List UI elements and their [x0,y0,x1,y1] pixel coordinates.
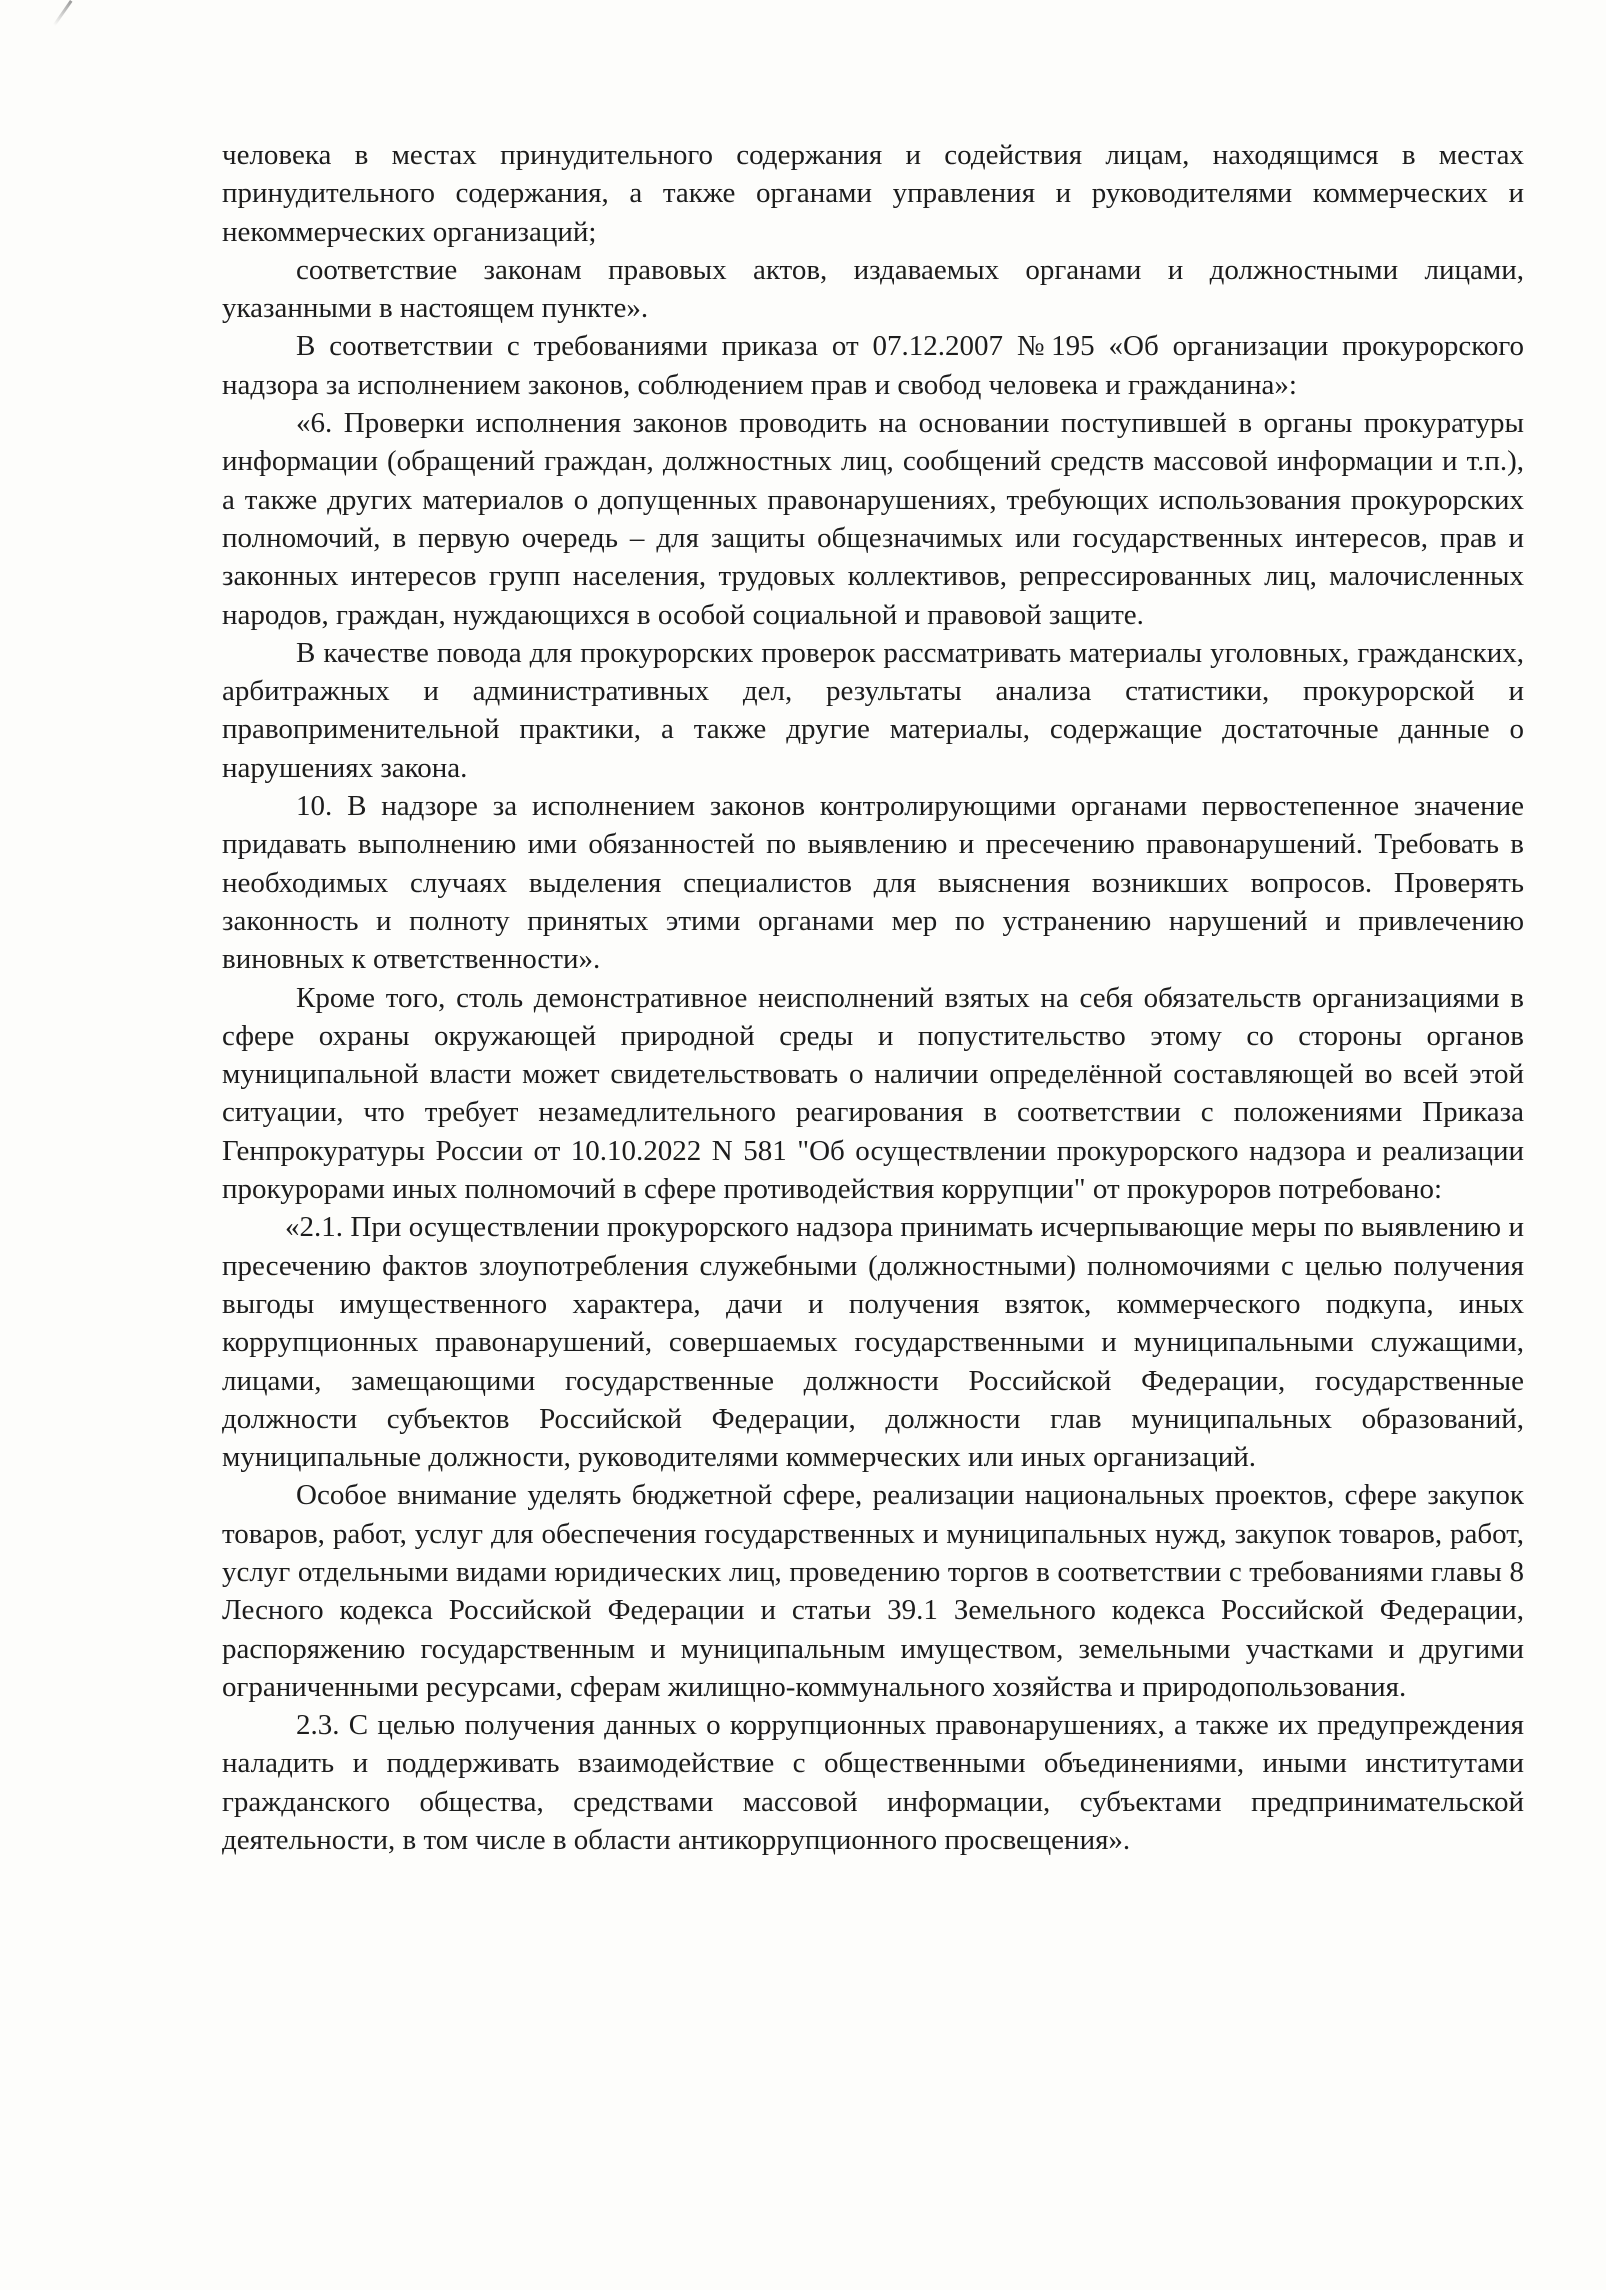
paragraph-order-195-reference: В соответствии с требованиями приказа от 07.12.2007 №195 «Об организации прокурорского надзора за исполнением законов, соблюдением прав и свобод человека и гражданина»: [222,330,1524,401]
paragraph-item-2-1-anticorruption: «2.1. При осуществлении прокурорского надзора принимать исчерпывающие меры по выявлению и пресечению фактов злоупотребления служебными (должностными) полномочиями с целью получения выгоды имущественного характера, дачи и получения взяток, коммерческого подкупа, иных коррупционных правонарушений, совершаемых государственными и муниципальными служащими, лицами, замещающими государственные должности Российской Федерации, государственные должности субъектов Российской Федерации, должности глав муниципальных образований, муниципальные должности, руководителями коммерческих или иных организаций. [222,1211,1524,1474]
paragraph-item-6-inspections: «6. Проверки исполнения законов проводить на основании поступившей в органы прокуратуры информации (обращений граждан, должностных лиц, сообщений средств массовой информации и т.п.), а также других материалов о допущенных правонарушениях, требующих использования прокурорских полномочий, в первую очередь – для защиты общезначимых или государственных интересов, прав и законных интересов групп населения, трудовых коллективов, репрессированных лиц, малочисленных народов, граждан, нуждающихся в особой социальной и правовой защите. [222,407,1524,631]
paragraph-grounds-for-inspections: В качестве повода для прокурорских проверок рассматривать материалы уголовных, гражданских, арбитражных и административных дел, результаты анализа статистики, прокурорской и правоприменительной практики, а также другие материалы, содержащие достаточные данные о нарушениях закона. [222,636,1524,784]
paragraph-item-2-3-interaction: 2.3. С целью получения данных о коррупционных правонарушениях, а также их предупреждения наладить и поддерживать взаимодействие с общественными объединениями, иными институтами гражданского общества, средствами массовой информации, субъектами предпринимательской деятельности, в том числе в области антикоррупционного просвещения». [222,1709,1524,1857]
document-body [222,136,1524,1859]
paragraph-special-attention-budget: Особое внимание уделять бюджетной сфере, реализации национальных проектов, сфере закупок товаров, работ, услуг для обеспечения государственных и муниципальных нужд, закупок товаров, работ, услуг отдельными видами юридических лиц, проведению торгов в соответствии с требованиями главы 8 Лесного кодекса Российской Федерации и статьи 39.1 Земельного кодекса Российской Федерации, распоряжению государственным и муниципальным имуществом, земельными участками и другими ограниченными ресурсами, сферам жилищно-коммунального хозяйства и природопользования. [222,1479,1524,1703]
paragraph-legal-acts-compliance: соответствие законам правовых актов, издаваемых органами и должностными лицами, указанными в настоящем пункте». [222,253,1524,325]
paragraph-order-581-reference: Кроме того, столь демонстративное неисполнений взятых на себя обязательств организациями в сфере охраны окружающей природной среды и попустительство этому со стороны органов муниципальной власти может свидетельствовать о наличии определённой составляющей во всей этой ситуации, что требует незамедлительного реагирования в соответствии с положениями Приказа Генпрокуратуры России от 10.10.2022 N 581 "Об осуществлении прокурорского надзора и реализации прокурорами иных полномочий в сфере противодействия коррупции" от прокуроров потребовано: [222,981,1524,1206]
paragraph-item-10-supervision: 10. В надзоре за исполнением законов контролирующими органами первостепенное значение придавать выполнению ими обязанностей по выявлению и пресечению правонарушений. Требовать в необходимых случаях выделения специалистов для выяснения возникших вопросов. Проверять законность и полноту принятых этими органами мер по устранению нарушений и привлечению виновных к ответственности». [222,790,1524,976]
paragraph-continuation-places-of-detention: человека в местах принудительного содержания и содействия лицам, находящимся в местах принудительного содержания, а также органами управления и руководителями коммерческих и некоммерческих организаций; [222,139,1524,248]
scan-artifact-line [53,0,73,26]
